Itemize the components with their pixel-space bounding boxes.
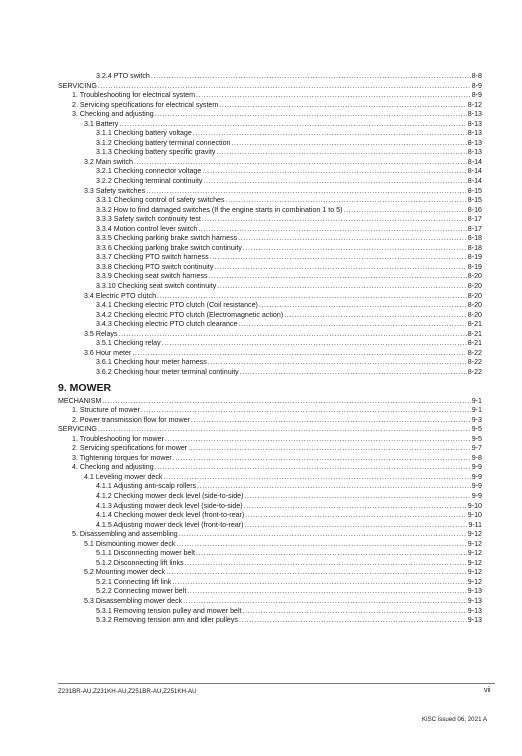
toc-entry-title: 3.5.1 Checking relay	[96, 339, 161, 348]
toc-entry-page: 9-10	[467, 501, 482, 510]
dot-leader	[179, 530, 467, 540]
toc-entry-title: 1. Structure of mower	[72, 406, 140, 415]
toc-entry-title: 3. Checking and adjusting	[72, 110, 154, 119]
dot-leader	[197, 482, 471, 492]
toc-entry[interactable]	[58, 110, 482, 120]
toc-entry[interactable]	[58, 597, 482, 607]
dot-leader	[172, 578, 466, 588]
toc-entry-title: 3.3.3 Safety switch continuity test	[96, 215, 201, 224]
toc-section-chapter-9	[58, 397, 482, 626]
toc-entry[interactable]	[58, 463, 482, 473]
toc-entry-page: 8-20	[467, 301, 482, 310]
toc-entry[interactable]	[58, 101, 482, 111]
dot-leader	[244, 492, 470, 502]
toc-entry-page: 9-11	[468, 520, 482, 529]
toc-entry[interactable]	[58, 406, 482, 416]
dot-leader	[173, 454, 471, 464]
toc-entry[interactable]	[58, 530, 482, 540]
toc-entry-title: 5.1.1 Disconnecting mower belt	[96, 549, 195, 558]
toc-entry[interactable]	[58, 206, 482, 216]
toc-entry-title: 2. Servicing specifications for mower	[72, 444, 188, 453]
toc-entry[interactable]	[58, 454, 482, 464]
toc-entry-page: 8-14	[467, 157, 482, 166]
toc-entry-page: 8-13	[467, 138, 482, 147]
toc-entry-title: 3.2.2 Checking terminal continuity	[96, 177, 203, 186]
toc-entry-page: 8-13	[467, 110, 482, 119]
dot-leader	[183, 597, 467, 607]
chapter-title: 9. MOWER	[58, 381, 112, 394]
toc-entry-title: 2. Power transmission flow for mower	[72, 415, 190, 424]
table-of-contents	[58, 72, 482, 626]
footer-issue: KiSC issued 06, 2021 A	[422, 716, 488, 723]
toc-entry-title: 3.1.3 Checking battery specific gravity	[96, 148, 216, 157]
dot-leader	[187, 587, 466, 597]
toc-entry-title: 5.2.1 Connecting lift link	[96, 577, 172, 586]
dot-leader	[166, 568, 467, 578]
dot-leader	[102, 397, 470, 407]
toc-entry-title: 3.3.5 Checking parking brake switch harness	[96, 234, 238, 243]
toc-entry[interactable]	[58, 473, 482, 483]
toc-entry-title: 5.1.2 Disconnecting lift links	[96, 558, 184, 567]
dot-leader	[202, 167, 467, 177]
toc-entry[interactable]	[58, 187, 482, 197]
toc-entry[interactable]	[58, 587, 482, 597]
toc-entry-title: 3.3.9 Checking seat switch harness	[96, 272, 208, 281]
toc-entry[interactable]	[58, 549, 482, 559]
dot-leader	[239, 616, 467, 626]
dot-leader	[146, 187, 467, 197]
toc-entry[interactable]	[58, 607, 482, 617]
dot-leader	[196, 549, 467, 559]
dot-leader	[238, 234, 467, 244]
toc-entry-page: 9-12	[467, 558, 482, 567]
toc-entry-title: 5. Disassembling and assembling	[72, 530, 178, 539]
toc-entry-page: 9-10	[467, 511, 482, 520]
toc-entry-page: 8-9	[471, 81, 482, 90]
dot-leader	[98, 425, 471, 435]
toc-entry-title: SERVICING	[58, 81, 97, 90]
dot-leader	[134, 158, 467, 168]
toc-entry-page: 9-12	[467, 577, 482, 586]
dot-leader	[119, 120, 466, 130]
dot-leader	[226, 196, 467, 206]
toc-entry-page: 8-15	[467, 196, 482, 205]
toc-entry-title: 3.2.1 Checking connector voltage	[96, 167, 202, 176]
toc-entry-title: 3.2.4 PTO switch	[96, 72, 150, 80]
toc-entry-page: 9-7	[471, 444, 482, 453]
toc-entry[interactable]	[58, 559, 482, 569]
toc-entry-title: 3.6.1 Checking hour meter harness	[96, 358, 207, 367]
toc-entry-title: 3.2 Main switch	[84, 157, 133, 166]
toc-entry-title: 4.1 Leveling mower deck	[84, 472, 163, 481]
toc-entry-page: 9-9	[471, 482, 482, 491]
toc-entry-title: 3.3.6 Checking parking brake switch continuity	[96, 243, 242, 252]
toc-entry-title: 3.1.2 Checking battery terminal connection	[96, 138, 231, 147]
dot-leader	[155, 463, 471, 473]
footer-page-number: vii	[484, 687, 491, 694]
footer-models: Z231BR-AU,Z231KH-AU,Z251BR-AU,Z251KH-AU	[58, 688, 197, 695]
toc-entry[interactable]	[58, 244, 482, 254]
toc-entry-title: 3.1.1 Checking battery voltage	[96, 129, 192, 138]
toc-entry-title: 2. Servicing specifications for electrical system	[72, 100, 219, 109]
toc-entry[interactable]	[58, 540, 482, 550]
toc-entry-page: 8-20	[467, 272, 482, 281]
toc-entry-title: 3.4.1 Checking electric PTO clutch (Coil resistance)	[96, 301, 258, 310]
toc-entry-title: 3.4 Electric PTO clutch	[84, 291, 157, 300]
toc-entry-page: 8-13	[467, 119, 482, 128]
toc-entry-page: 9-13	[467, 606, 482, 615]
toc-entry-page: 8-17	[467, 215, 482, 224]
toc-entry[interactable]	[58, 82, 482, 92]
dot-leader	[209, 272, 467, 282]
toc-entry[interactable]	[58, 253, 482, 263]
dot-leader	[119, 330, 467, 340]
toc-entry[interactable]	[58, 502, 482, 512]
dot-leader	[216, 148, 466, 158]
toc-entry[interactable]	[58, 320, 482, 330]
toc-entry[interactable]	[58, 139, 482, 149]
toc-entry[interactable]	[58, 492, 482, 502]
dot-leader	[157, 292, 467, 302]
dot-leader	[210, 253, 467, 263]
toc-entry-title: 3.5 Relays	[84, 329, 118, 338]
dot-leader	[193, 129, 467, 139]
toc-entry[interactable]	[58, 282, 482, 292]
toc-entry-page: 8-18	[467, 243, 482, 252]
toc-entry-title: 3.3.1 Checking control of safety switches	[96, 196, 225, 205]
toc-entry-page: 9-13	[467, 587, 482, 596]
dot-leader	[163, 473, 470, 483]
toc-entry-page: 9-9	[471, 463, 482, 472]
toc-entry-title: 4.1.4 Checking mower deck level (front-to-rear)	[96, 511, 245, 520]
dot-leader	[219, 101, 467, 111]
toc-entry-title: 4.1.2 Checking mower deck level (side-to-side)	[96, 491, 244, 500]
toc-entry[interactable]	[58, 167, 482, 177]
toc-entry-title: 3.6 Hour meter	[84, 348, 132, 357]
toc-entry-title: SERVICING	[58, 425, 97, 434]
dot-leader	[203, 177, 466, 187]
toc-entry-title: 3.3 Safety switches	[84, 186, 146, 195]
toc-entry-page: 8-16	[467, 205, 482, 214]
toc-entry-title: 5.2.2 Connecting mower belt	[96, 587, 187, 596]
toc-entry[interactable]	[58, 521, 482, 531]
toc-entry-title: 3.4.2 Checking electric PTO clutch (Electromagnetic action)	[96, 310, 284, 319]
toc-entry[interactable]	[58, 225, 482, 235]
toc-entry[interactable]	[58, 91, 482, 101]
toc-entry-page: 8-9	[471, 91, 482, 100]
toc-entry[interactable]	[58, 301, 482, 311]
toc-entry-title: 5.2 Mounting mower deck	[84, 568, 166, 577]
toc-entry-page: 9-12	[467, 539, 482, 548]
toc-entry[interactable]	[58, 129, 482, 139]
dot-leader	[202, 215, 467, 225]
dot-leader	[245, 511, 467, 521]
toc-entry[interactable]	[58, 196, 482, 206]
toc-entry-title: 5.1 Dismounting mower deck	[84, 539, 176, 548]
toc-entry-page: 9-8	[471, 453, 482, 462]
toc-entry-page: 8-22	[467, 367, 482, 376]
toc-entry-title: 5.3.2 Removing tension arm and idler pulleys	[96, 616, 238, 625]
toc-entry[interactable]	[58, 72, 482, 82]
toc-entry-page: 9-3	[471, 415, 482, 424]
toc-entry-page: 9-5	[471, 434, 482, 443]
toc-entry-page: 9-13	[467, 596, 482, 605]
toc-entry-page: 9-12	[467, 549, 482, 558]
toc-entry[interactable]	[58, 482, 482, 492]
toc-entry-title: MECHANISM	[58, 396, 102, 405]
dot-leader	[132, 349, 466, 359]
toc-entry-page: 8-19	[467, 253, 482, 262]
toc-entry-title: 1. Troubleshooting for mower	[72, 434, 164, 443]
toc-entry[interactable]	[58, 416, 482, 426]
toc-entry[interactable]	[58, 234, 482, 244]
dot-leader	[243, 607, 467, 617]
toc-entry-title: 3.3.7 Checking PTO switch harness	[96, 253, 209, 262]
toc-entry-title: 4.1.1 Adjusting anti-scalp rollers	[96, 482, 197, 491]
toc-section-chapter-8	[58, 72, 482, 378]
toc-entry-page: 8-21	[467, 329, 482, 338]
toc-entry-title: 3.6.2 Checking hour meter terminal continuity	[96, 367, 239, 376]
toc-entry[interactable]	[58, 444, 482, 454]
toc-entry-page: 9-9	[471, 491, 482, 500]
toc-entry-page: 8-13	[467, 129, 482, 138]
toc-entry[interactable]	[58, 358, 482, 368]
dot-leader	[162, 339, 467, 349]
toc-entry-title: 5.3 Disassembling mower deck	[84, 596, 183, 605]
toc-entry-page: 8-22	[467, 358, 482, 367]
toc-entry[interactable]	[58, 578, 482, 588]
toc-entry-title: 3.4.3 Checking electric PTO clutch clearance	[96, 320, 238, 329]
dot-leader	[98, 82, 471, 92]
toc-entry[interactable]	[58, 568, 482, 578]
footer-divider	[58, 683, 495, 684]
toc-entry-page: 9-1	[471, 406, 482, 415]
toc-entry-title: 3.1 Battery	[84, 119, 119, 128]
toc-entry-page: 8-13	[467, 148, 482, 157]
toc-entry[interactable]	[58, 292, 482, 302]
toc-entry[interactable]	[58, 616, 482, 626]
dot-leader	[259, 301, 467, 311]
toc-entry-page: 9-12	[467, 530, 482, 539]
dot-leader	[176, 540, 466, 550]
dot-leader	[284, 311, 467, 321]
toc-entry-title: 5.3.1 Removing tension pulley and mower belt	[96, 606, 242, 615]
toc-entry[interactable]	[58, 215, 482, 225]
toc-entry[interactable]	[58, 511, 482, 521]
dot-leader	[244, 521, 467, 531]
dot-leader	[238, 320, 466, 330]
toc-entry-page: 8-18	[467, 234, 482, 243]
dot-leader	[188, 444, 471, 454]
toc-entry-title: 4.1.3 Adjusting mower deck level (side-to-side)	[96, 501, 243, 510]
dot-leader	[240, 368, 467, 378]
dot-leader	[231, 139, 466, 149]
toc-entry-title: 4. Checking and adjusting	[72, 463, 154, 472]
toc-entry-page: 9-9	[471, 472, 482, 481]
dot-leader	[198, 225, 466, 235]
dot-leader	[214, 263, 466, 273]
toc-entry-title: 3.3.4 Motion control lever switch	[96, 224, 198, 233]
toc-entry-page: 8-19	[467, 262, 482, 271]
toc-entry-title: 3. Tightening torques for mower	[72, 453, 172, 462]
toc-entry-title: 3.3.10 Checking seat switch continuity	[96, 282, 217, 291]
toc-entry-page: 9-1	[471, 396, 482, 405]
dot-leader	[243, 244, 467, 254]
dot-leader	[208, 358, 467, 368]
toc-entry[interactable]	[58, 368, 482, 378]
toc-entry-page: 9-13	[467, 616, 482, 625]
dot-leader	[185, 559, 467, 569]
toc-entry[interactable]	[58, 148, 482, 158]
toc-entry[interactable]	[58, 158, 482, 168]
toc-entry[interactable]	[58, 263, 482, 273]
toc-entry-title: 1. Troubleshooting for electrical system	[72, 91, 196, 100]
toc-entry[interactable]	[58, 339, 482, 349]
toc-entry-page: 8-20	[467, 310, 482, 319]
toc-entry[interactable]	[58, 311, 482, 321]
dot-leader	[196, 91, 471, 101]
toc-entry[interactable]	[58, 177, 482, 187]
toc-entry[interactable]	[58, 397, 482, 407]
dot-leader	[217, 282, 467, 292]
toc-entry-title: 3.3.8 Checking PTO switch continuity	[96, 262, 214, 271]
toc-entry-page: 8-22	[467, 348, 482, 357]
toc-entry-page: 8-21	[467, 339, 482, 348]
toc-entry-page: 9-5	[471, 425, 482, 434]
toc-entry[interactable]	[58, 120, 482, 130]
dot-leader	[244, 502, 467, 512]
toc-entry-page: 8-20	[467, 282, 482, 291]
dot-leader	[151, 72, 471, 82]
toc-entry[interactable]	[58, 349, 482, 359]
toc-entry[interactable]	[58, 425, 482, 435]
dot-leader	[165, 435, 471, 445]
toc-entry[interactable]	[58, 272, 482, 282]
toc-entry-title: 3.3.2 How to find damaged switches (If the engine starts in combination 1 to 5)	[96, 205, 343, 214]
toc-entry-page: 8-14	[467, 167, 482, 176]
toc-entry-page: 8-14	[467, 177, 482, 186]
toc-entry-page: 9-12	[467, 568, 482, 577]
dot-leader	[343, 206, 466, 216]
toc-entry-page: 8-15	[467, 186, 482, 195]
toc-entry-page: 8-12	[467, 100, 482, 109]
toc-entry-page: 8-17	[467, 224, 482, 233]
toc-entry[interactable]	[58, 435, 482, 445]
dot-leader	[155, 110, 467, 120]
dot-leader	[141, 406, 471, 416]
toc-entry-page: 8-8	[471, 72, 482, 80]
dot-leader	[191, 416, 471, 426]
toc-entry-page: 8-20	[467, 291, 482, 300]
toc-entry[interactable]	[58, 330, 482, 340]
toc-entry-title: 4.1.5 Adjusting mower deck level (front-to-rear)	[96, 520, 244, 529]
toc-entry-page: 8-21	[467, 320, 482, 329]
